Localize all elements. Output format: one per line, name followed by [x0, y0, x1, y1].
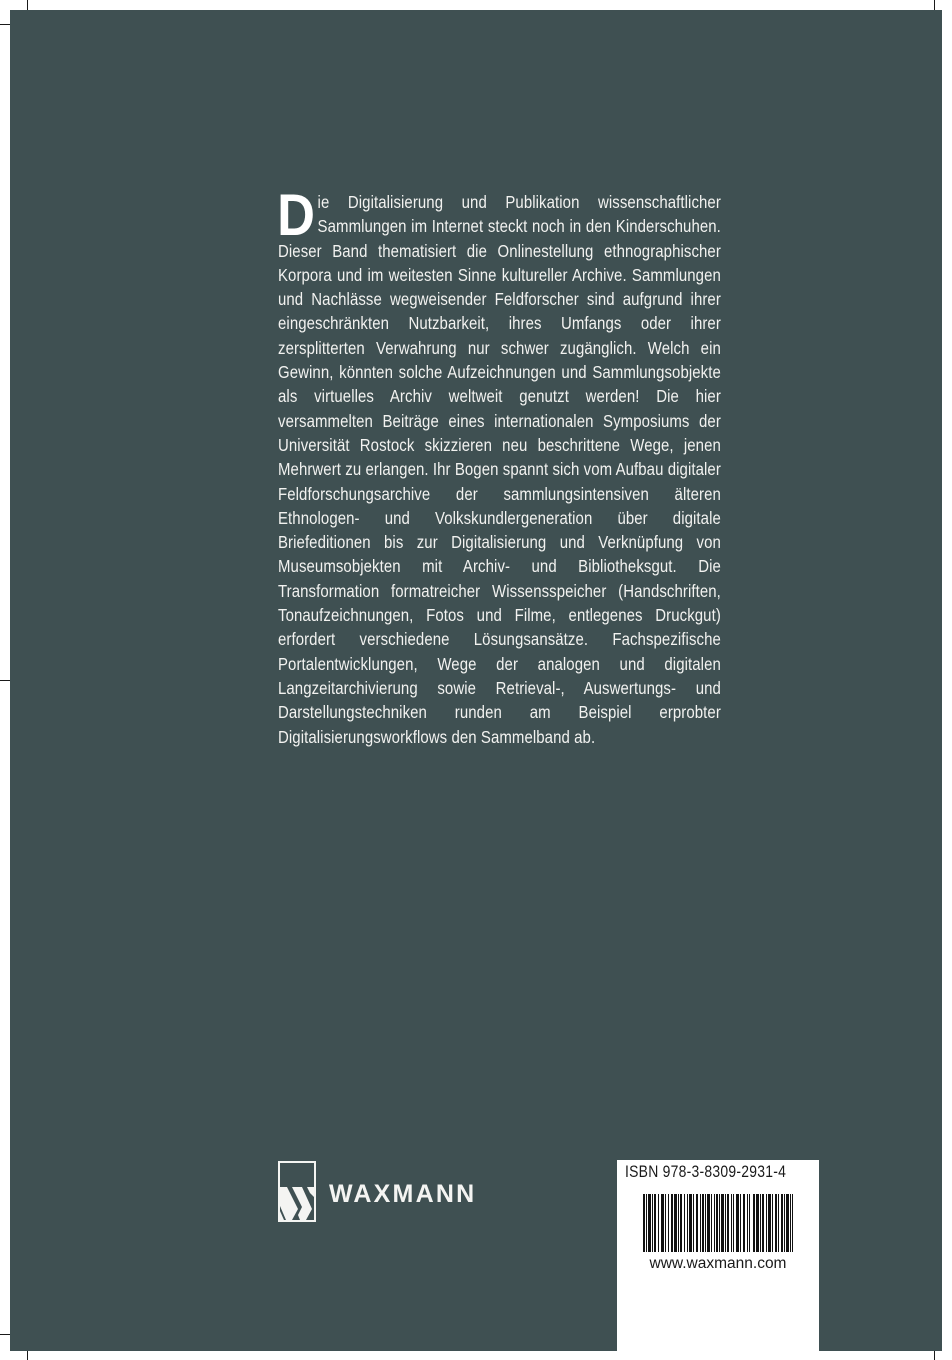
crop-mark-top-left-vertical: [27, 0, 28, 10]
publisher-url[interactable]: www.waxmann.com: [649, 1255, 787, 1272]
waxmann-w-logo-icon: [278, 1161, 316, 1222]
crop-mark-bottom-left-horizontal: [0, 1334, 10, 1335]
crop-mark-top-right-vertical: [934, 0, 935, 10]
crop-mark-bottom-left-vertical: [27, 1351, 28, 1360]
crop-mark-top-left-horizontal: [0, 24, 10, 25]
publisher-name: WAXMANN: [329, 1180, 477, 1208]
blurb-body: ie Digitalisierung und Publikation wissenschaftlicher Sammlungen im Internet steckt noch in den Kinderschuhen. Dieser Band thematisiert die Onlinestellung ethnographischer Korpora und im weitesten Sinne kultureller Archive. Sammlungen und Nachlässe wegweisender Feldforscher sind aufgrund ihrer eingeschränkten Nutzbarkeit, ihres Umfangs oder ihrer zersplitterten Verwahrung nur schwer zugänglich. Welch ein Gewinn, könnten solche Aufzeichnungen und Sammlungsobjekte als virtuelles Archiv weltweit genutzt werden! Die hier versammelten Beiträge eines internationalen Symposiums der Universität Rostock skizzieren neu beschrittene Wege, jenen Mehrwert zu erlangen. Ihr Bogen spannt sich vom Aufbau digitaler Feldforschungsarchive der sammlungsintensiven älteren Ethnologen- und Volkskundlergeneration über digitale Briefeditionen bis zur Digitalisierung und Verknüpfung von Museumsobjekten mit Archiv- und Bibliotheksgut. Die Transformation formatreicher Wissensspeicher (Handschriften, Tonaufzeichnungen, Fotos und Filme, entlegenes Druckgut) erfordert verschiedene Lösungsansätze. Fachspezifische Portalentwicklungen, Wege der analogen und digitalen Langzeitarchivierung sowie Retrieval-, Auswertungs- und Darstellungstechniken runden am Beispiel erprobter Digitalisierungsworkflows den Sammelband ab.: [278, 192, 721, 747]
isbn-barcode-box: [617, 1160, 819, 1351]
isbn-number: ISBN 978-3-8309-2931-4: [625, 1162, 787, 1181]
dropcap: D: [277, 183, 316, 248]
barcode-icon: [643, 1194, 793, 1252]
crop-mark-bottom-right-vertical: [934, 1351, 935, 1360]
blurb-text: [277, 183, 721, 749]
crop-mark-left-middle: [0, 680, 10, 681]
